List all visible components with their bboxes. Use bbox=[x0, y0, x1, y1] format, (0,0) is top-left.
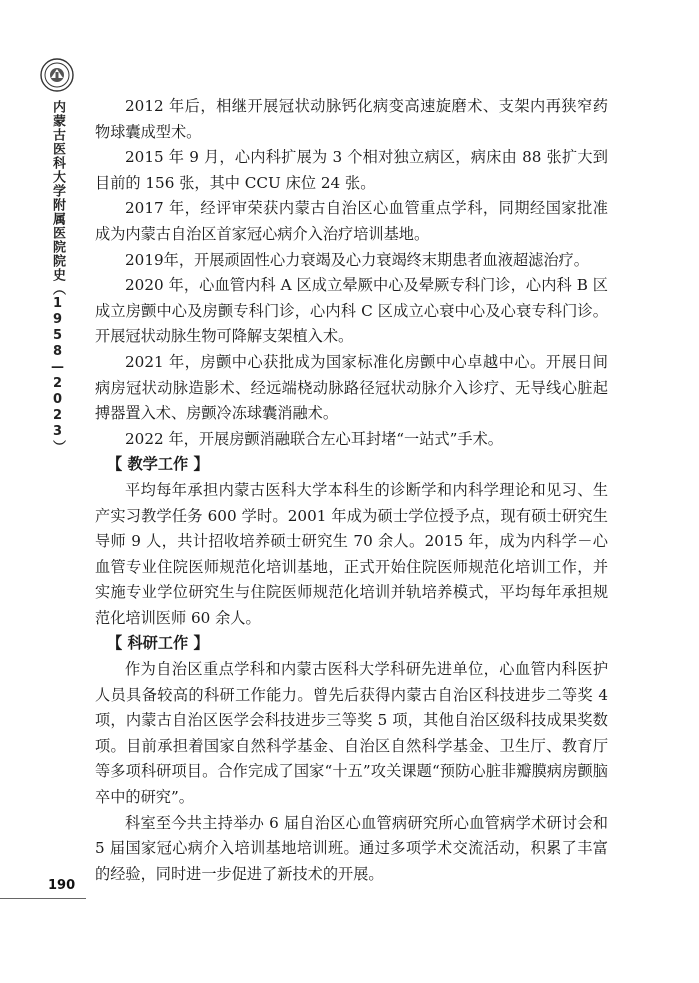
paragraph: 2017 年，经评审荣获内蒙古自治区心血管重点学科，同期经国家批准成为内蒙古自治区首家冠心病介入治疗培训基地。 bbox=[95, 199, 608, 243]
page-number: 190 bbox=[48, 878, 76, 893]
hospital-logo-icon bbox=[40, 58, 74, 92]
section-heading-teaching: 【 教学工作 】 bbox=[107, 455, 209, 474]
paragraph: 2022 年，开展房颤消融联合左心耳封堵“一站式”手术。 bbox=[125, 429, 503, 448]
main-text bbox=[95, 94, 608, 887]
book-title: 内蒙古医科大学附属医院院史（1958—2023） bbox=[50, 100, 65, 454]
paragraph: 2021 年，房颤中心获批成为国家标准化房颤中心卓越中心。开展日间病房冠状动脉造影术、经远端桡动脉路径冠状动脉介入诊疗、无导线心脏起搏器置入术、房颤冷冻球囊消融术。 bbox=[95, 352, 608, 423]
paragraph: 2015 年 9 月，心内科扩展为 3 个相对独立病区，病床由 88 张扩大到目前的 156 张，其中 CCU 床位 24 张。 bbox=[95, 148, 608, 192]
margin-sidebar bbox=[0, 0, 86, 983]
paragraph: 2012 年后，相继开展冠状动脉钙化病变高速旋磨术、支架内再狭窄药物球囊成型术。 bbox=[95, 97, 608, 141]
section-heading-research: 【 科研工作 】 bbox=[107, 634, 209, 653]
paragraph: 2020 年，心血管内科 A 区成立晕厥中心及晕厥专科门诊，心内科 B 区成立房颤中心及房颤专科门诊，心内科 C 区成立心衰中心及心衰专科门诊。开展冠状动脉生物可降解支架植入术。 bbox=[95, 276, 608, 346]
paragraph: 2019年，开展顽固性心力衰竭及心力衰竭终末期患者血液超滤治疗。 bbox=[125, 250, 589, 269]
footer-rule bbox=[0, 898, 86, 899]
paragraph: 科室至今共主持举办 6 届自治区心血管病研究所心血管病学术研讨会和 5 届国家冠心病介入培训基地培训班。通过多项学术交流活动，积累了丰富的经验，同时进一步促进了新技术的开展。 bbox=[95, 813, 608, 883]
paragraph: 平均每年承担内蒙古医科大学本科生的诊断学和内科学理论和见习、生产实习教学任务 600 学时。2001 年成为硕士学位授予点，现有硕士研究生导师 9 人，共计招收培养硕士研究生 70 余人。2015 年，成为内科学－心血管专业住院医师规范化培训基地，正式开始住院医师规范化培训工作，并实施专业学位研究生与住院医师规范化培训并轨培养模式，平均每年承担规范化培训医师 60 余人。 bbox=[95, 480, 608, 627]
paragraph: 作为自治区重点学科和内蒙古医科大学科研先进单位，心血管内科医护人员具备较高的科研工作能力。曾先后获得内蒙古自治区科技进步二等奖 4 项，内蒙古自治区医学会科技进步三等奖 5 项，其他自治区级科技成果奖数项。目前承担着国家自然科学基金、自治区自然科学基金、卫生厅、教育厅等多项科研项目。合作完成了国家“十五”攻关课题“预防心脏非瓣膜病房颤脑卒中的研究”。 bbox=[95, 660, 608, 807]
